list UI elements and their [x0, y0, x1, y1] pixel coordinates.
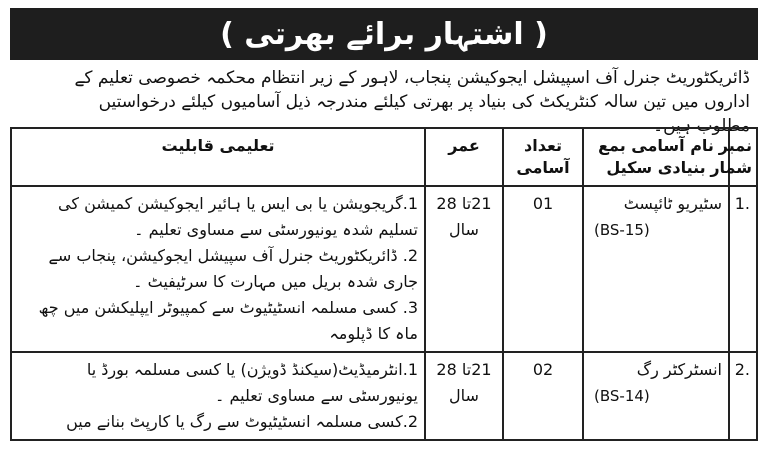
title-banner: [10, 8, 758, 60]
age-range: 21تا 28: [436, 360, 492, 379]
post-name: انسٹرکٹر رگ: [636, 360, 722, 379]
age-cell: [425, 186, 503, 352]
qualification-cell: [11, 352, 425, 440]
post-name: سٹیریو ٹائپسٹ: [623, 194, 722, 213]
vacancy-table: [10, 127, 758, 441]
header-serial: نمبر شمار: [729, 128, 757, 186]
post-scale: (BS-15): [594, 221, 650, 239]
serial-cell: .2: [729, 352, 757, 440]
qualification-item: 2. ڈائریکٹوریٹ جنرل آف سپیشل ایجوکیشن، پنجاب سے جاری شدہ بریل میں مہارت کا سرٹیفیٹ ۔: [48, 246, 418, 291]
count-cell: 01: [503, 186, 583, 352]
header-qualification: تعلیمی قابلیت: [11, 128, 425, 186]
header-age: عمر: [425, 128, 503, 186]
page-title: ( اشتہار برائے بھرتی ): [220, 16, 548, 52]
table-row: [11, 186, 757, 352]
post-cell: [583, 352, 729, 440]
qualification-item: 1.گریجویشن یا بی ایس یا ہائیر ایجوکیشن کمیشن کی تسلیم شدہ یونیورسٹی سے مساوی تعلیم ۔: [58, 194, 418, 239]
table-header-row: [11, 128, 757, 186]
header-post: نام آسامی بمع بنیادی سکیل: [583, 128, 729, 186]
age-unit: سال: [449, 386, 479, 405]
count-cell: 02: [503, 352, 583, 440]
post-cell: [583, 186, 729, 352]
serial-cell: .1: [729, 186, 757, 352]
table-row: [11, 352, 757, 440]
intro-paragraph: ڈائریکٹوریٹ جنرل آف اسپیشل ایجوکیشن پنجاب، لاہور کے زیر انتظام محکمہ خصوصی تعلیم کے اداروں میں تین سالہ کنٹریکٹ کی بنیاد پر بھرتی کیلئے مندرجہ ذیل آسامیوں کیلئے درخواستیں مطلوب ہیں۔: [74, 68, 750, 136]
qualification-cell: [11, 186, 425, 352]
header-count: تعداد آسامی: [503, 128, 583, 186]
age-cell: [425, 352, 503, 440]
qualification-item: 2.کسی مسلمہ انسٹیٹیوٹ سے رگ یا کارپٹ بنانے میں: [66, 412, 418, 431]
age-unit: سال: [449, 220, 479, 239]
post-scale: (BS-14): [594, 387, 650, 405]
qualification-item: 3. کسی مسلمہ انسٹیٹیوٹ سے کمپیوٹر ایپلیکشن میں چھ ماہ کا ڈپلومہ: [38, 298, 418, 343]
age-range: 21تا 28: [436, 194, 492, 213]
qualification-item: 1.انٹرمیڈیٹ(سیکنڈ ڈویژن) یا کسی مسلمہ بورڈ یا یونیورسٹی سے مساوی تعلیم ۔: [86, 360, 418, 405]
